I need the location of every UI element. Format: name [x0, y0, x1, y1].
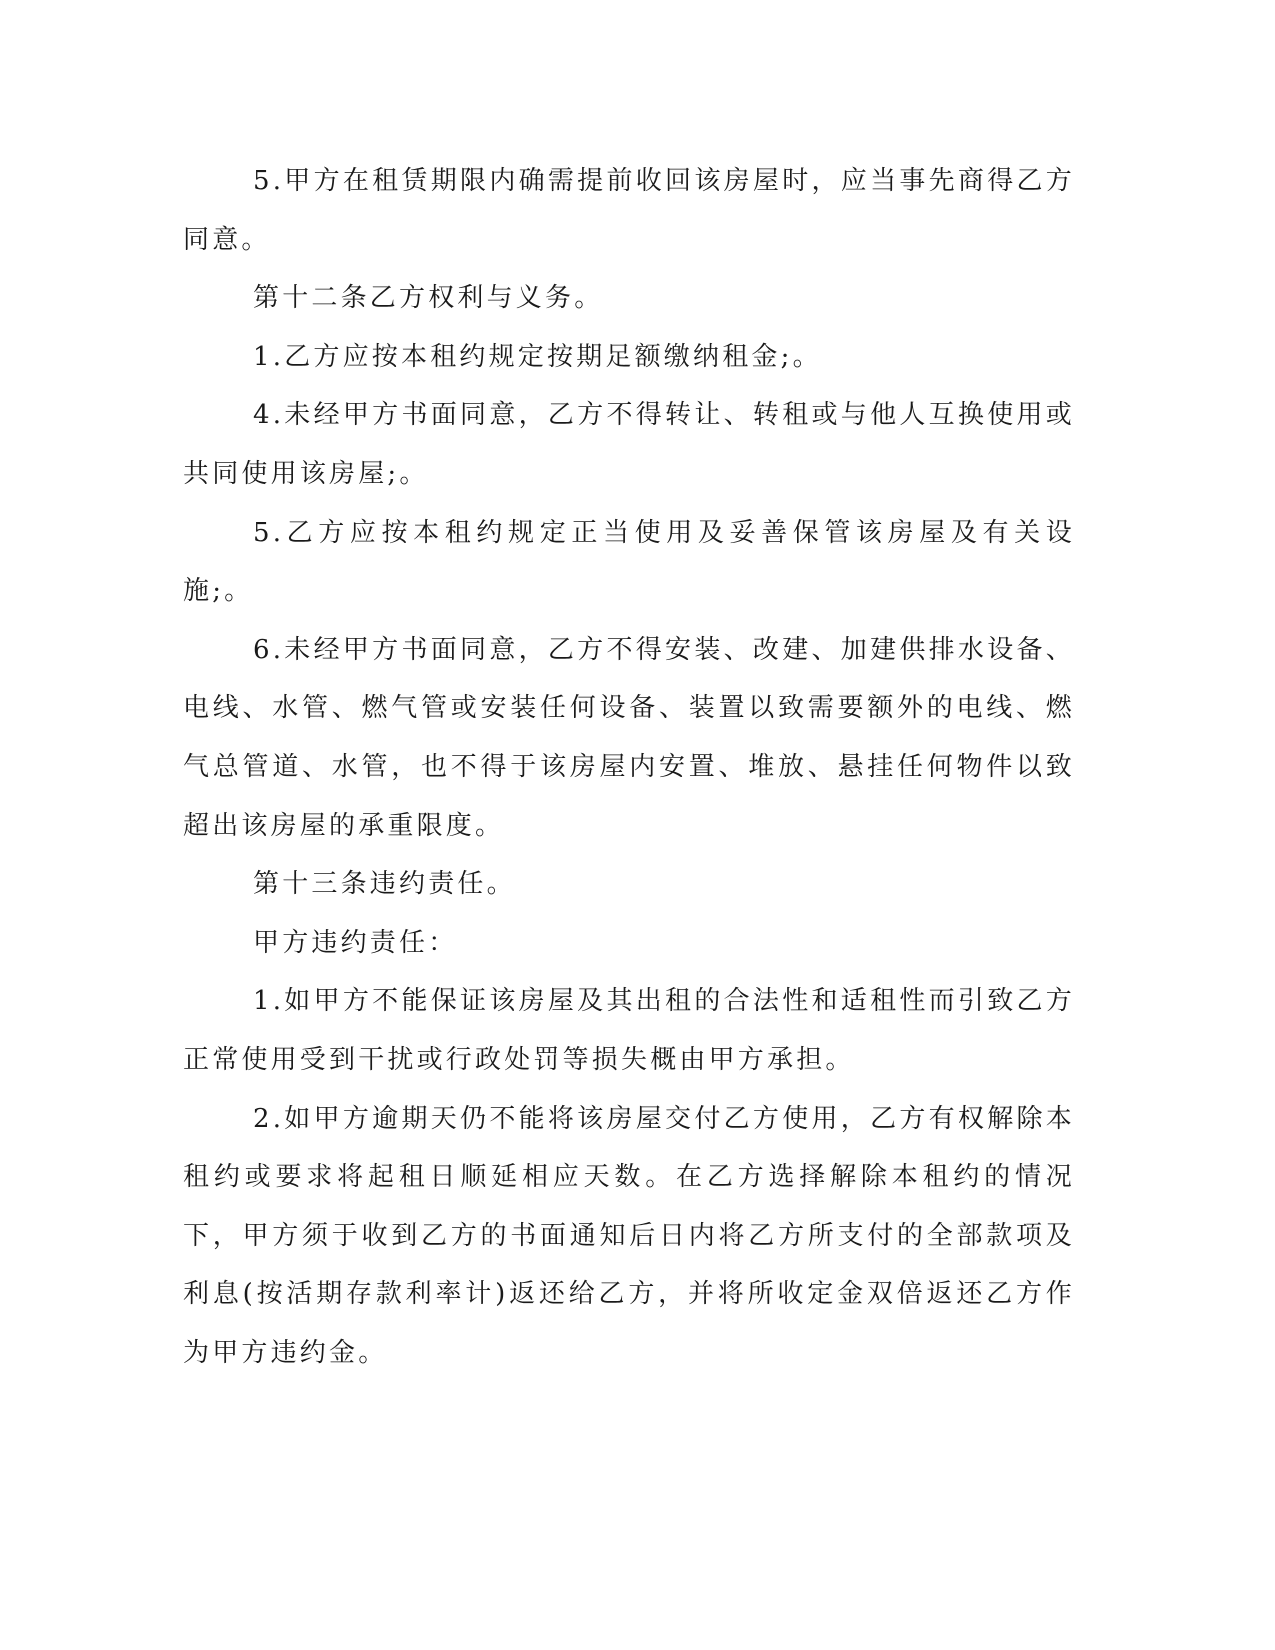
paragraph-tenant-pay-rent: 1.乙方应按本租约规定按期足额缴纳租金;。 — [253, 341, 822, 372]
paragraph-tenant-proper-use: 5.乙方应按本租约规定正当使用及妥善保管该房屋及有关设施;。 — [183, 517, 1075, 607]
paragraph-tenant-no-installation: 6.未经甲方书面同意，乙方不得安装、改建、加建供排水设备、电线、水管、燃气管或安装任何设备、装置以致需要额外的电线、燃气总管道、水管，也不得于该房屋内安置、堆放、悬挂任何物件以致超出该房屋的承重限度。 — [183, 634, 1075, 841]
paragraph-landlord-late-delivery: 2.如甲方逾期天仍不能将该房屋交付乙方使用，乙方有权解除本租约或要求将起租日顺延相应天数。在乙方选择解除本租约的情况下，甲方须于收到乙方的书面通知后日内将乙方所支付的全部款项及利息(按活期存款利率计)返还给乙方，并将所收定金双倍返还乙方作为甲方违约金。 — [183, 1103, 1075, 1368]
paragraph-landlord-early-recovery: 5.甲方在租赁期限内确需提前收回该房屋时，应当事先商得乙方同意。 — [183, 166, 1075, 255]
heading-article-13: 第十三条违约责任。 — [253, 869, 516, 900]
subheading-landlord-liability: 甲方违约责任： — [253, 927, 458, 958]
paragraph-landlord-legality: 1.如甲方不能保证该房屋及其出租的合法性和适租性而引致乙方正常使用受到干扰或行政处罚等损失概由甲方承担。 — [183, 986, 1075, 1075]
paragraph-tenant-no-sublet: 4.未经甲方书面同意，乙方不得转让、转租或与他人互换使用或共同使用该房屋;。 — [183, 400, 1075, 489]
document-body — [183, 152, 1075, 1382]
heading-article-12: 第十二条乙方权利与义务。 — [253, 283, 604, 314]
